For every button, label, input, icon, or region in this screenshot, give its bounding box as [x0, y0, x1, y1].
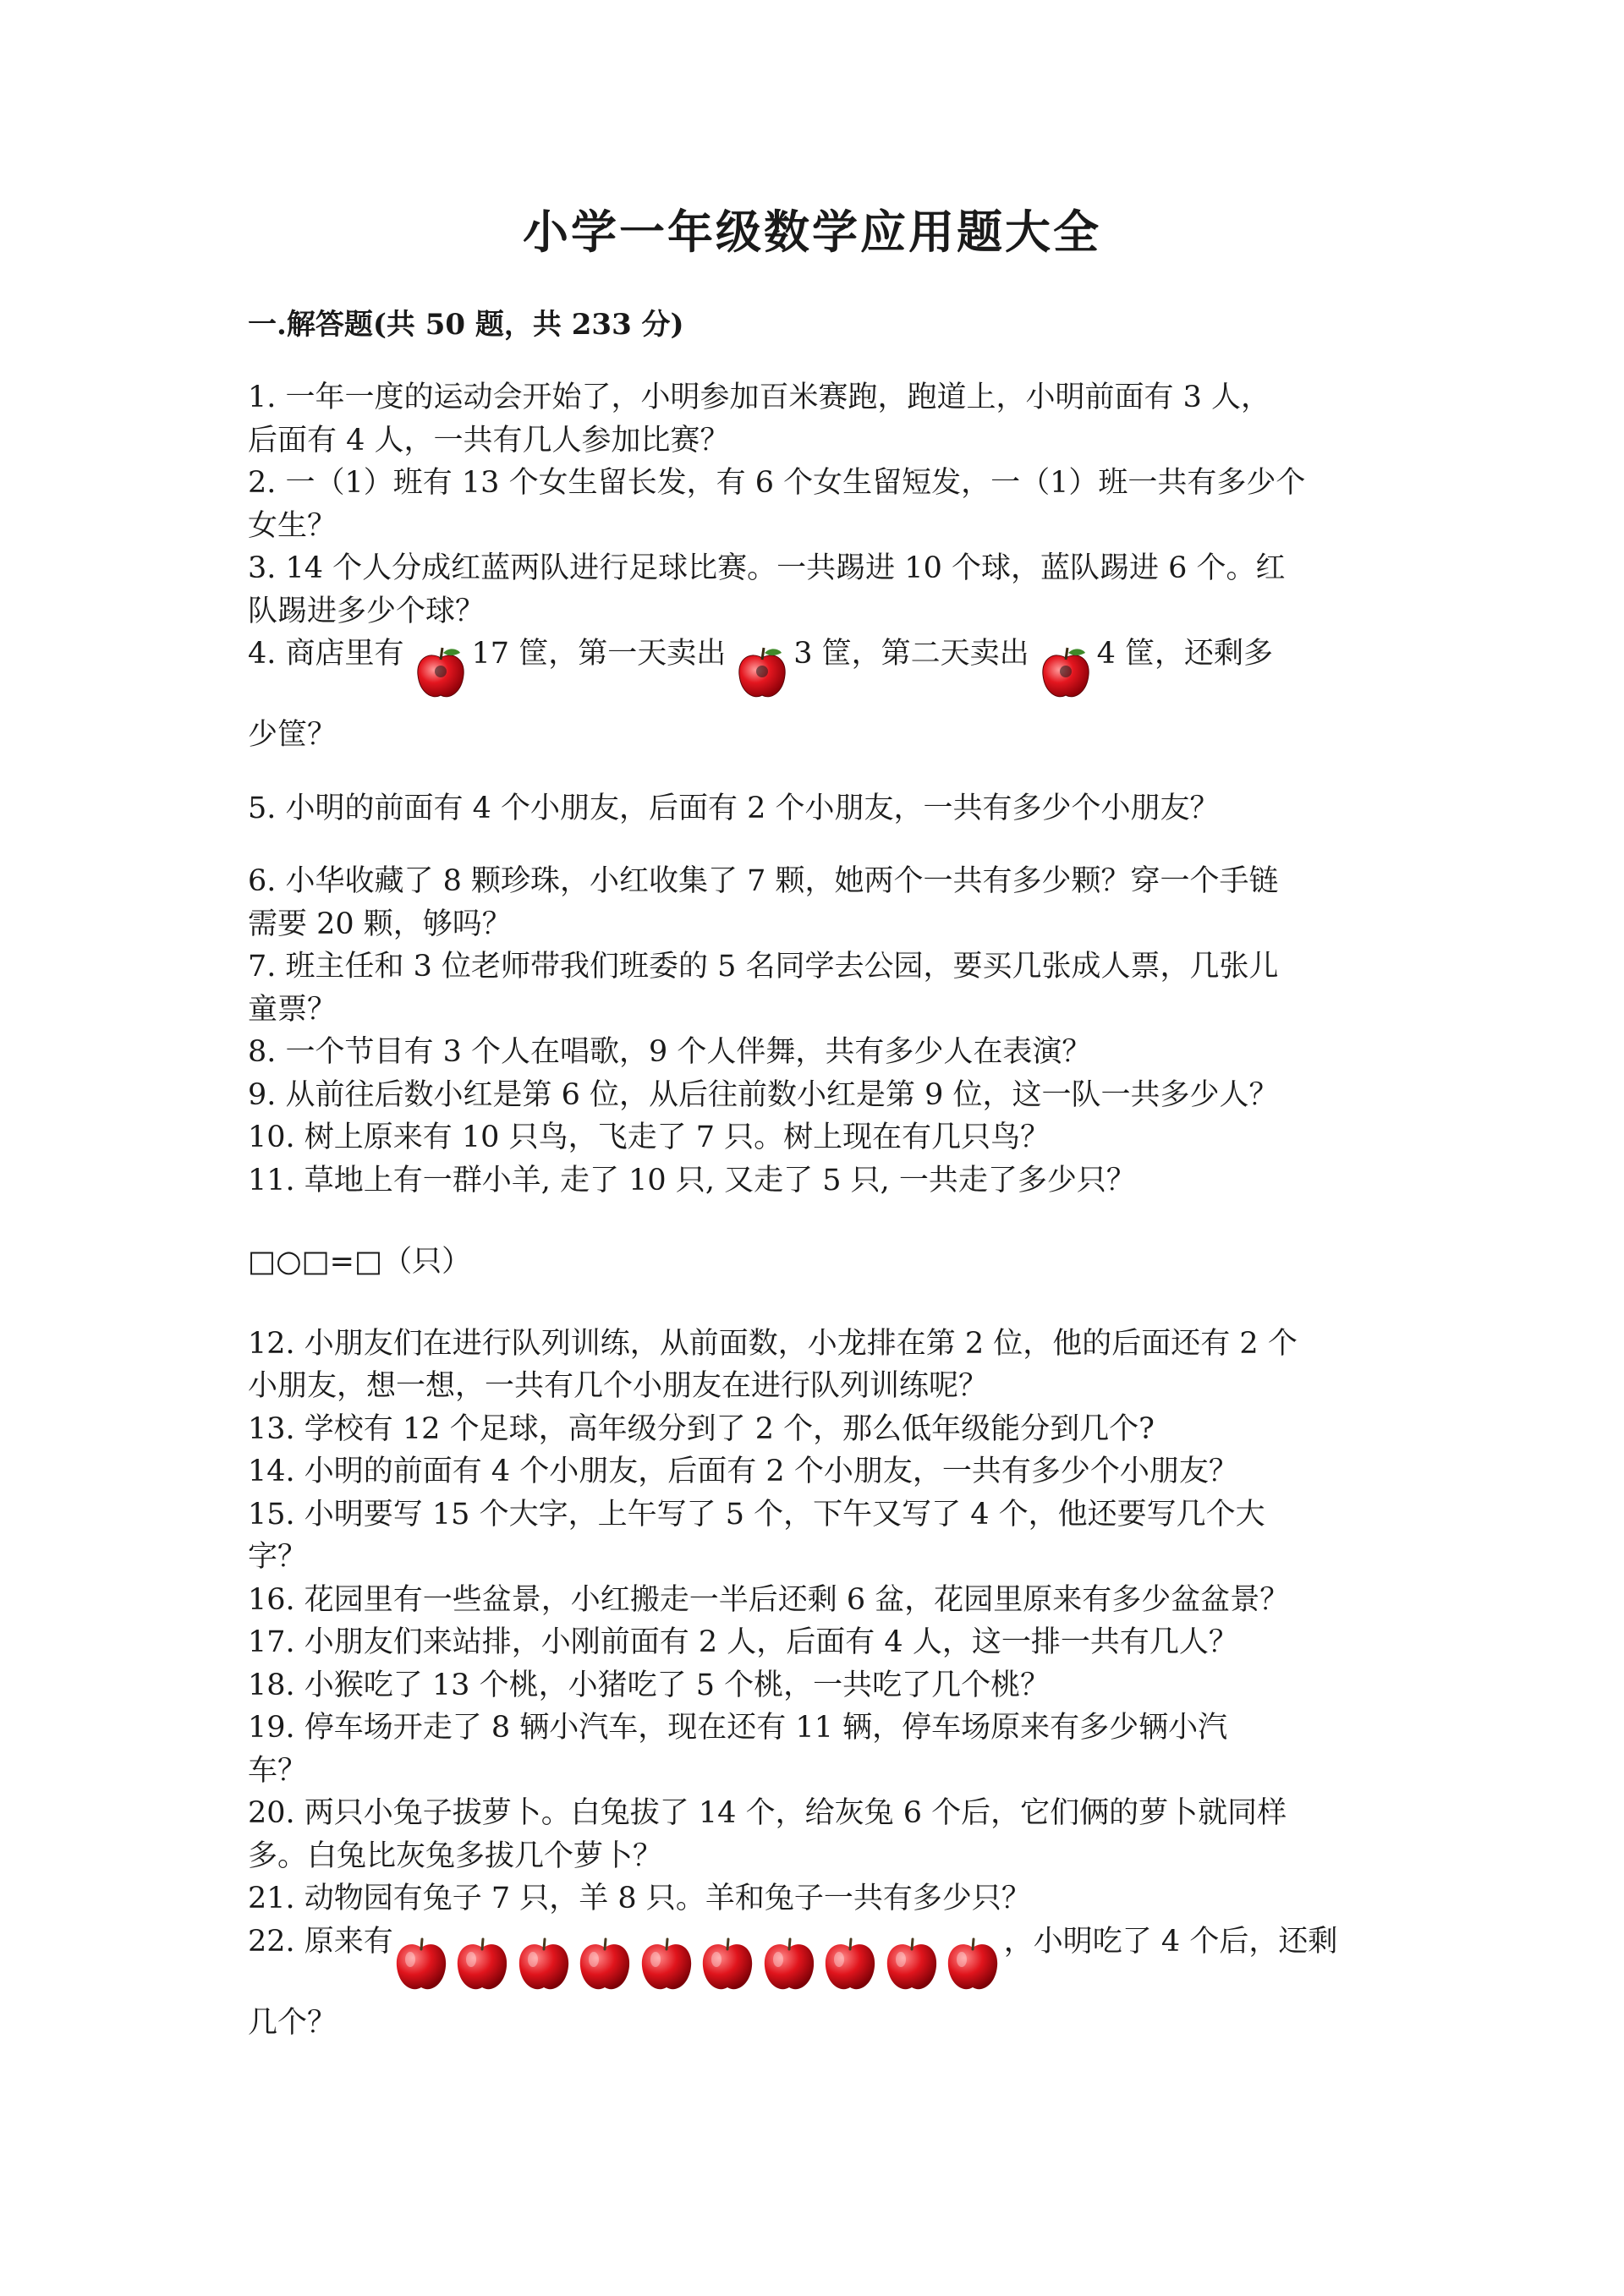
question-19-line-2: 车？ — [248, 1753, 308, 1788]
apple-icon — [822, 1934, 878, 1993]
apple-icon — [639, 1934, 694, 1993]
apple-icon — [700, 1934, 755, 1993]
question-10: 10. 树上原来有 10 只鸟，飞走了 7 只。树上现在有几只鸟？ — [248, 1121, 1051, 1154]
question-2-line-2: 女生？ — [248, 508, 337, 543]
apple-row — [393, 1921, 1004, 1963]
question-7-line-1: 7. 班主任和 3 位老师带我们班委的 5 名同学去公园，要买几张成人票，几张儿 — [248, 950, 1279, 984]
question-22-text-a: 22. 原来有 — [248, 1924, 393, 1959]
question-22-line-1 — [248, 1921, 1407, 2002]
question-11-formula: □○□=□（只） — [248, 1245, 472, 1279]
apple-icon — [393, 1934, 449, 1993]
question-6-line-1: 6. 小华收藏了 8 颗珍珠，小红收集了 7 颗，她两个一共有多少颗？穿一个手链 — [248, 864, 1279, 898]
apple-icon — [945, 1934, 1001, 1993]
apple-icon — [516, 1934, 572, 1993]
question-2-line-1: 2. 一（1）班有 13 个女生留长发，有 6 个女生留短发，一（1）班一共有多少个 — [248, 466, 1306, 500]
question-3-line-2: 队踢进多少个球？ — [248, 594, 486, 628]
question-1-line-1: 1. 一年一度的运动会开始了，小明参加百米赛跑，跑道上，小明前面有 3 人， — [248, 381, 1271, 414]
apple-basket-icon — [404, 633, 472, 675]
question-9: 9. 从前往后数小红是第 6 位，从后往前数小红是第 9 位，这一队一共多少人？ — [248, 1077, 1279, 1112]
question-3-line-1: 3. 14 个人分成红蓝两队进行足球比赛。一共踢进 10 个球，蓝队踢进 6 个。红 — [248, 551, 1286, 585]
question-11: 11. 草地上有一群小羊, 走了 10 只, 又走了 5 只, 一共走了多少只？ — [248, 1163, 1136, 1197]
apple-icon — [884, 1934, 940, 1993]
question-15-line-2: 字？ — [248, 1540, 308, 1574]
apple-basket-icon — [1029, 633, 1097, 675]
page-title: 小学一年级数学应用题大全 — [523, 205, 1101, 259]
question-21: 21. 动物园有兔子 7 只，羊 8 只。羊和兔子一共有多少只？ — [248, 1882, 1031, 1915]
question-19-line-1: 19. 停车场开走了 8 辆小汽车，现在还有 11 辆，停车场原来有多少辆小汽 — [248, 1711, 1228, 1745]
section-heading: 一.解答题(共 50 题，共 233 分) — [248, 308, 684, 342]
question-22-text-b: ，小明吃了 4 个后，还剩 — [1003, 1924, 1338, 1959]
question-4-line-2: 少筐？ — [248, 718, 337, 752]
question-20-line-2: 多。白兔比灰兔多拔几个萝卜？ — [248, 1838, 663, 1873]
apple-basket-icon — [726, 633, 793, 675]
question-4-text-b: 17 筐，第一天卖出 — [471, 637, 727, 671]
question-4-text-c: 3 筐，第二天卖出 — [793, 637, 1029, 671]
question-14: 14. 小明的前面有 4 个小朋友，后面有 2 个小朋友，一共有多少个小朋友？ — [248, 1455, 1238, 1488]
question-list — [248, 376, 1407, 2044]
question-8: 8. 一个节目有 3 个人在唱歌，9 个人伴舞，共有多少人在表演？ — [248, 1035, 1092, 1069]
question-6-line-2: 需要 20 颗，够吗？ — [248, 907, 512, 941]
question-1-line-2: 后面有 4 人，一共有几人参加比赛？ — [248, 423, 730, 458]
apple-icon — [761, 1934, 817, 1993]
question-17: 17. 小朋友们来站排，小刚前面有 2 人，后面有 4 人，这一排一共有几人？ — [248, 1625, 1238, 1659]
question-7-line-2: 童票？ — [248, 992, 337, 1027]
apple-icon — [577, 1934, 633, 1993]
question-12-line-2: 小朋友，想一想，一共有几个小朋友在进行队列训练呢？ — [248, 1369, 989, 1403]
question-5: 5. 小明的前面有 4 个小朋友，后面有 2 个小朋友，一共有多少个小朋友？ — [248, 791, 1220, 825]
apple-icon — [454, 1934, 510, 1993]
question-4-text-a: 4. 商店里有 — [248, 637, 404, 671]
question-12-line-1: 12. 小朋友们在进行队列训练，从前面数，小龙排在第 2 位，他的后面还有 2 个 — [248, 1326, 1298, 1361]
question-4-line-1 — [248, 633, 1407, 714]
question-16: 16. 花园里有一些盆景，小红搬走一半后还剩 6 盆，花园里原来有多少盆盆景？ — [248, 1582, 1290, 1617]
question-18: 18. 小猴吃了 13 个桃，小猪吃了 5 个桃，一共吃了几个桃？ — [248, 1668, 1051, 1702]
question-4-text-d: 4 筐，还剩多 — [1096, 637, 1274, 671]
question-22-line-2: 几个？ — [248, 2005, 337, 2040]
question-20-line-1: 20. 两只小兔子拔萝卜。白兔拔了 14 个，给灰兔 6 个后，它们俩的萝卜就同样 — [248, 1796, 1287, 1830]
question-13: 13. 学校有 12 个足球，高年级分到了 2 个，那么低年级能分到几个? — [248, 1411, 1155, 1446]
question-15-line-1: 15. 小明要写 15 个大字，上午写了 5 个，下午又写了 4 个，他还要写几个大 — [248, 1497, 1265, 1532]
